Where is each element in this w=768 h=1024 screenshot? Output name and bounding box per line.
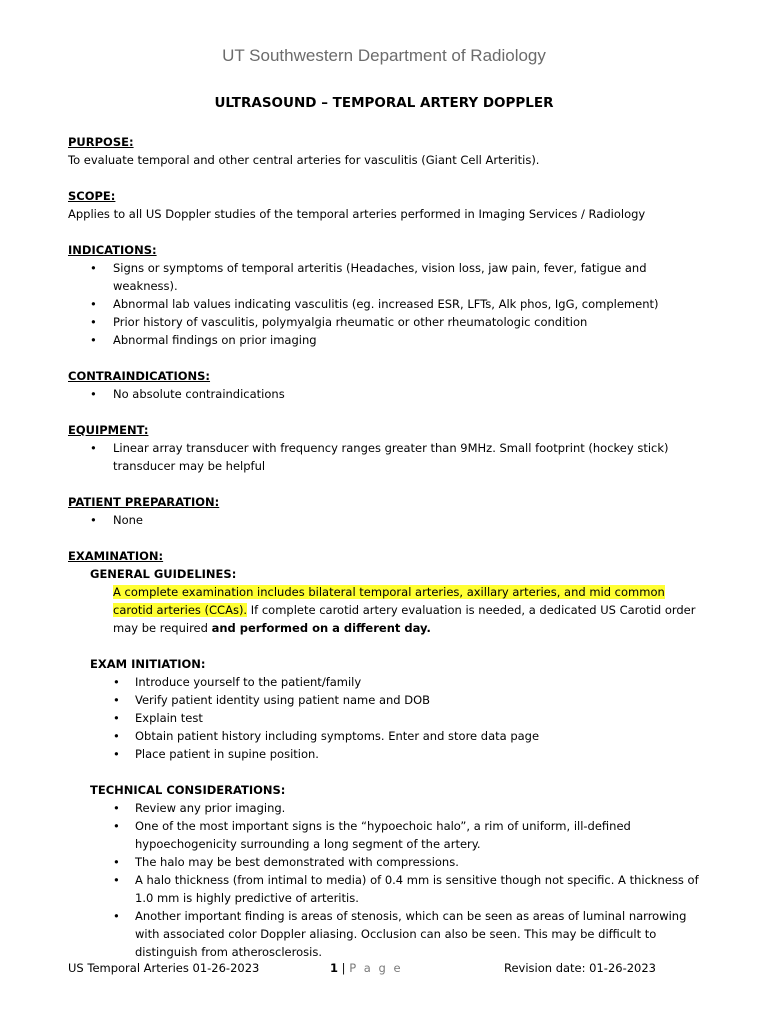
patient-preparation-list <box>68 511 708 529</box>
purpose-section <box>68 133 708 169</box>
indications-list <box>68 259 708 349</box>
equipment-list <box>68 439 708 475</box>
footer-document-name: US Temporal Arteries 01-26-2023 <box>68 961 260 975</box>
guidelines-bold-text: and performed on a different day. <box>211 621 431 635</box>
list-item: • The halo may be best demonstrated with compressions. <box>68 853 708 871</box>
list-item: • Explain test <box>68 709 708 727</box>
patient-preparation-heading: PATIENT PREPARATION: <box>68 495 220 509</box>
page-number: 1 <box>330 961 339 975</box>
list-item: • Signs or symptoms of temporal arteritis (Headaches, vision loss, jaw pain, fever, fatigue and weakness). <box>68 259 708 295</box>
equipment-section <box>68 421 708 475</box>
list-item: • Another important finding is areas of stenosis, which can be seen as areas of luminal narrowing with associated color Doppler aliasing. Occlusion can also be seen. This may be difficult to distinguish from atherosclerosis. <box>68 907 708 961</box>
list-item: • One of the most important signs is the “hypoechoic halo”, a rim of uniform, ill-defined hypoechogenicity surrounding a long segment of the artery. <box>68 817 708 853</box>
guidelines-plain-text: If complete carotid artery evaluation is needed, a dedicated US Carotid order may be required <box>113 603 696 635</box>
examination-section <box>68 547 708 961</box>
purpose-heading: PURPOSE: <box>68 135 134 149</box>
list-item: • Introduce yourself to the patient/family <box>68 673 708 691</box>
list-item: • Review any prior imaging. <box>68 799 708 817</box>
list-item: • None <box>68 511 708 529</box>
contraindications-section <box>68 367 708 403</box>
scope-heading: SCOPE: <box>68 189 116 203</box>
department-header: UT Southwestern Department of Radiology <box>222 46 546 65</box>
highlighted-text: A complete examination includes bilateral temporal arteries, axillary arteries, and mid common carotid arteries (CCAs). <box>113 585 665 617</box>
technical-considerations-heading: TECHNICAL CONSIDERATIONS: <box>90 783 286 797</box>
list-item: • Place patient in supine position. <box>68 745 708 763</box>
document-body <box>68 133 708 979</box>
footer-revision-date: Revision date: 01-26-2023 <box>503 961 656 975</box>
list-item: • Obtain patient history including symptoms. Enter and store data page <box>68 727 708 745</box>
purpose-text: To evaluate temporal and other central arteries for vasculitis (Giant Cell Arteritis). <box>68 153 540 167</box>
general-guidelines-heading: GENERAL GUIDELINES: <box>90 567 237 581</box>
footer-page-indicator <box>330 961 403 975</box>
contraindications-heading: CONTRAINDICATIONS: <box>68 369 211 383</box>
general-guidelines-text <box>113 583 708 637</box>
page-separator: | <box>338 961 350 975</box>
list-item: • Abnormal findings on prior imaging <box>68 331 708 349</box>
indications-heading: INDICATIONS: <box>68 243 157 257</box>
indications-section <box>68 241 708 349</box>
list-item: • Abnormal lab values indicating vasculitis (eg. increased ESR, LFTs, Alk phos, IgG, complement) <box>68 295 708 313</box>
exam-initiation-list <box>68 673 708 763</box>
examination-heading: EXAMINATION: <box>68 549 164 563</box>
list-item: • Linear array transducer with frequency ranges greater than 9MHz. Small footprint (hockey stick) transducer may be helpful <box>68 439 708 475</box>
technical-considerations-list <box>68 799 708 961</box>
document-title: ULTRASOUND – TEMPORAL ARTERY DOPPLER <box>214 95 554 111</box>
contraindications-list <box>68 385 708 403</box>
list-item: • No absolute contraindications <box>68 385 708 403</box>
page-footer <box>68 961 656 979</box>
patient-preparation-section <box>68 493 708 529</box>
equipment-heading: EQUIPMENT: <box>68 423 149 437</box>
exam-initiation-heading: EXAM INITIATION: <box>90 657 206 671</box>
list-item: • A halo thickness (from intimal to media) of 0.4 mm is sensitive though not specific. A thickness of 1.0 mm is highly predictive of arteritis. <box>68 871 708 907</box>
page-label: P a g e <box>349 961 403 975</box>
list-item: • Prior history of vasculitis, polymyalgia rheumatic or other rheumatologic condition <box>68 313 708 331</box>
scope-text: Applies to all US Doppler studies of the temporal arteries performed in Imaging Services / Radiology <box>68 207 646 221</box>
scope-section <box>68 187 708 223</box>
list-item: • Verify patient identity using patient name and DOB <box>68 691 708 709</box>
